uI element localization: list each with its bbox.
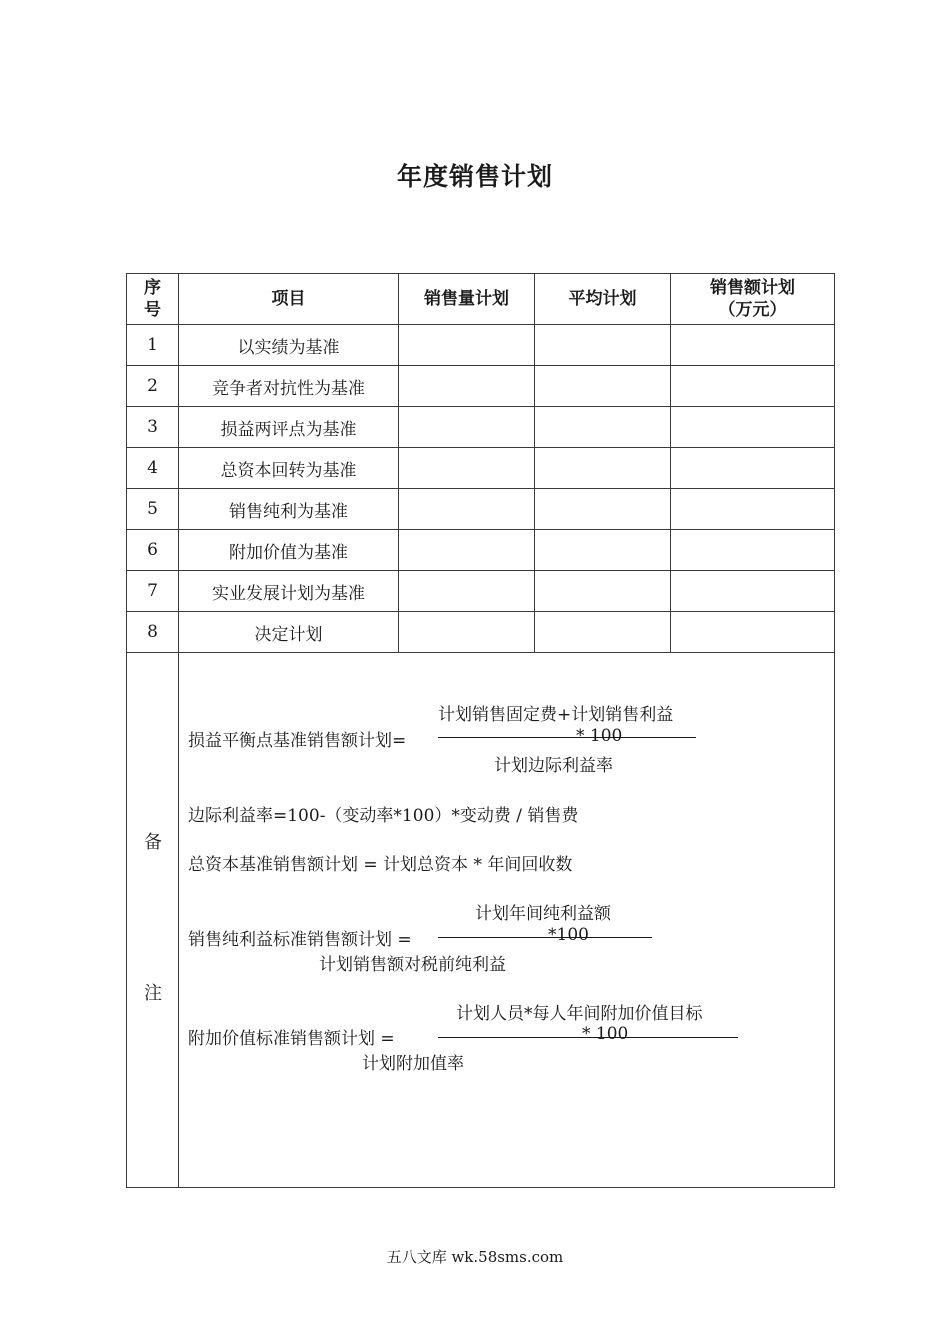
sales-plan-table xyxy=(126,273,835,1188)
amount-cell[interactable] xyxy=(671,571,835,612)
formula3: 总资本基准销售额计划 = 计划总资本 * 年间回收数 xyxy=(188,855,573,875)
average-cell[interactable] xyxy=(535,366,671,407)
notes-label-bottom: 注 xyxy=(144,983,162,1004)
average-cell[interactable] xyxy=(535,530,671,571)
row-item: 实业发展计划为基准 xyxy=(179,571,399,612)
amount-cell[interactable] xyxy=(671,448,835,489)
table-row xyxy=(127,366,835,407)
table-header-row xyxy=(127,274,835,325)
table-row xyxy=(127,325,835,366)
volume-cell[interactable] xyxy=(399,448,535,489)
average-cell[interactable] xyxy=(535,407,671,448)
row-item: 总资本回转为基准 xyxy=(179,448,399,489)
header-volume-plan: 销售量计划 xyxy=(399,274,535,325)
header-amount-label: 销售额计划 xyxy=(710,278,795,298)
row-number: 3 xyxy=(127,407,179,448)
volume-cell[interactable] xyxy=(399,571,535,612)
row-number: 7 xyxy=(127,571,179,612)
amount-cell[interactable] xyxy=(671,407,835,448)
row-number: 8 xyxy=(127,612,179,653)
volume-cell[interactable] xyxy=(399,530,535,571)
amount-cell[interactable] xyxy=(671,530,835,571)
formula1-numerator: 计划销售固定费+计划销售利益 xyxy=(438,705,674,725)
formula1-label: 损益平衡点基准销售额计划= xyxy=(188,731,407,751)
average-cell[interactable] xyxy=(535,571,671,612)
formula4-label: 销售纯利益标准销售额计划 = xyxy=(188,930,412,950)
formula4-denominator: 计划销售额对税前纯利益 xyxy=(319,955,506,975)
row-item: 销售纯利为基准 xyxy=(179,489,399,530)
table-row xyxy=(127,612,835,653)
amount-cell[interactable] xyxy=(671,325,835,366)
formula4-fraction-bar xyxy=(438,937,652,938)
average-cell[interactable] xyxy=(535,325,671,366)
table-row xyxy=(127,530,835,571)
amount-cell[interactable] xyxy=(671,366,835,407)
row-number: 2 xyxy=(127,366,179,407)
header-seq: 序 号 xyxy=(127,274,179,325)
table-row xyxy=(127,407,835,448)
notes-cell xyxy=(179,653,835,1188)
header-average-plan: 平均计划 xyxy=(535,274,671,325)
row-number: 1 xyxy=(127,325,179,366)
formula1-multiplier: * 100 xyxy=(576,726,623,746)
formula5-label: 附加价值标准销售额计划 = xyxy=(188,1029,395,1049)
average-cell[interactable] xyxy=(535,489,671,530)
average-cell[interactable] xyxy=(535,448,671,489)
volume-cell[interactable] xyxy=(399,325,535,366)
volume-cell[interactable] xyxy=(399,489,535,530)
table-row xyxy=(127,489,835,530)
formula5-multiplier: * 100 xyxy=(582,1024,629,1044)
volume-cell[interactable] xyxy=(399,366,535,407)
notes-label-top: 备 xyxy=(144,832,162,853)
page-title: 年度销售计划 xyxy=(396,162,553,191)
amount-cell[interactable] xyxy=(671,612,835,653)
row-item: 决定计划 xyxy=(179,612,399,653)
table-row xyxy=(127,448,835,489)
header-item: 项目 xyxy=(179,274,399,325)
formula2: 边际利益率=100-（变动率*100）*变动费 / 销售费 xyxy=(188,806,579,826)
row-number: 5 xyxy=(127,489,179,530)
formula5-denominator: 计划附加值率 xyxy=(362,1054,464,1074)
row-item: 竞争者对抗性为基准 xyxy=(179,366,399,407)
formula4-multiplier: *100 xyxy=(548,925,589,945)
formula1-denominator: 计划边际利益率 xyxy=(494,756,613,776)
volume-cell[interactable] xyxy=(399,407,535,448)
average-cell[interactable] xyxy=(535,612,671,653)
notes-row xyxy=(127,653,835,1188)
formula1-fraction-bar xyxy=(438,737,696,738)
row-item: 以实绩为基准 xyxy=(179,325,399,366)
row-item: 损益两评点为基准 xyxy=(179,407,399,448)
amount-cell[interactable] xyxy=(671,489,835,530)
volume-cell[interactable] xyxy=(399,612,535,653)
formula5-numerator: 计划人员*每人年间附加价值目标 xyxy=(456,1004,703,1024)
footer-watermark: 五八文库 wk.58sms.com xyxy=(386,1248,564,1266)
header-amount-unit: （万元） xyxy=(718,300,787,320)
notes-label-cell xyxy=(127,653,179,1188)
table-row xyxy=(127,571,835,612)
formula4-numerator: 计划年间纯利益额 xyxy=(475,904,611,924)
row-number: 6 xyxy=(127,530,179,571)
header-amount-plan xyxy=(671,274,835,325)
row-item: 附加价值为基准 xyxy=(179,530,399,571)
row-number: 4 xyxy=(127,448,179,489)
